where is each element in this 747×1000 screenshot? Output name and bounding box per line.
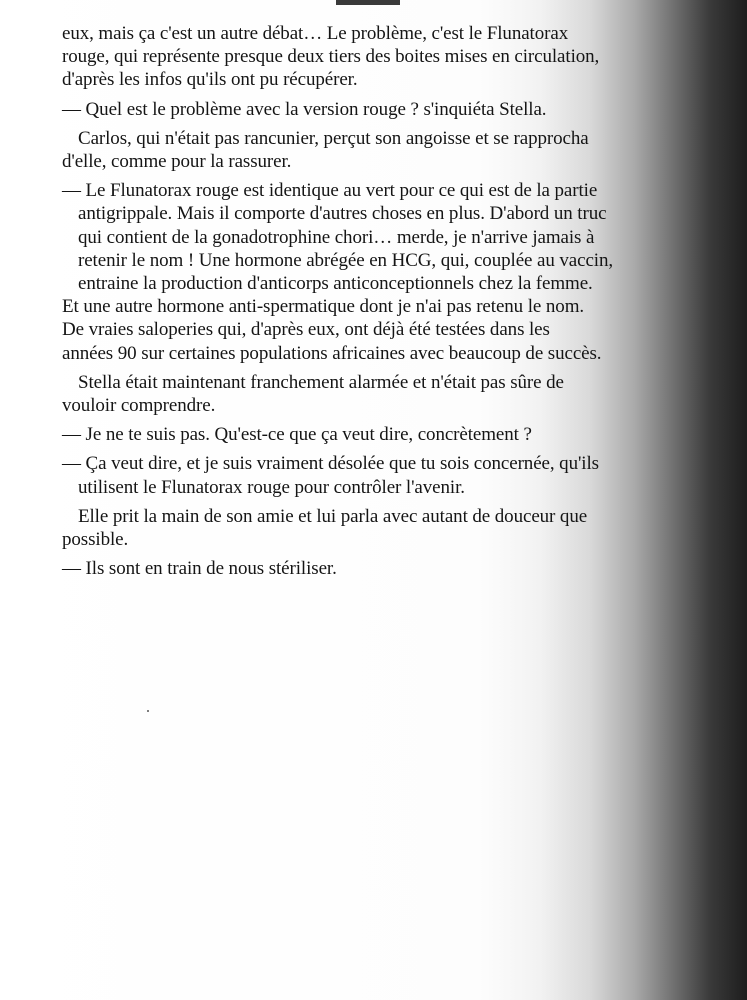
text-line: Carlos, qui n'était pas rancunier, perçut son angoisse et se rapprocha [78,127,589,149]
paragraph-8 [62,505,674,551]
text-line: Stella était maintenant franchement alarmée et n'était pas sûre de [78,371,564,393]
scan-speck [147,710,149,712]
paragraph-6 [62,423,674,446]
text-line: rouge, qui représente presque deux tiers des boites mises en circulation, [62,46,600,68]
paragraph-2 [62,98,674,121]
paragraph-7 [62,452,674,498]
paragraph-1 [62,22,674,92]
paragraph-9 [62,557,674,580]
paragraph-3 [62,127,674,173]
text-line: d'elle, comme pour la rassurer. [62,151,292,173]
text-line: Et une autre hormone anti-spermatique dont je n'ai pas retenu le nom. [62,296,585,318]
text-line: d'après les infos qu'ils ont pu récupérer. [62,69,358,91]
text-line: — Je ne te suis pas. Qu'est-ce que ça veut dire, concrètement ? [62,424,532,446]
text-line: Elle prit la main de son amie et lui parla avec autant de douceur que [78,505,588,527]
text-line: De vraies saloperies qui, d'après eux, ont déjà été testées dans les [62,319,550,341]
body-text [62,22,674,586]
text-line: années 90 sur certaines populations africaines avec beaucoup de succès. [62,342,602,364]
text-line: entraine la production d'anticorps anticonceptionnels chez la femme. [78,273,593,295]
text-line: — Quel est le problème avec la version rouge ? s'inquiéta Stella. [62,98,547,120]
running-header-mark [336,0,400,5]
paragraph-4 [62,179,674,365]
text-line: utilisent le Flunatorax rouge pour contrôler l'avenir. [78,476,465,498]
paragraph-5 [62,371,674,417]
text-line: vouloir comprendre. [62,395,216,417]
text-line: antigrippale. Mais il comporte d'autres choses en plus. D'abord un truc [78,203,607,225]
text-line: possible. [62,529,129,551]
text-line: — Ils sont en train de nous stériliser. [62,558,337,580]
text-line: — Ça veut dire, et je suis vraiment désolée que tu sois concernée, qu'ils [62,453,599,475]
text-line: qui contient de la gonadotrophine chori… merde, je n'arrive jamais à [78,226,595,248]
text-line: eux, mais ça c'est un autre débat… Le problème, c'est le Flunatorax [62,23,569,44]
text-line: retenir le nom ! Une hormone abrégée en HCG, qui, couplée au vaccin, [78,249,614,271]
text-line: — Le Flunatorax rouge est identique au vert pour ce qui est de la partie [62,180,598,202]
